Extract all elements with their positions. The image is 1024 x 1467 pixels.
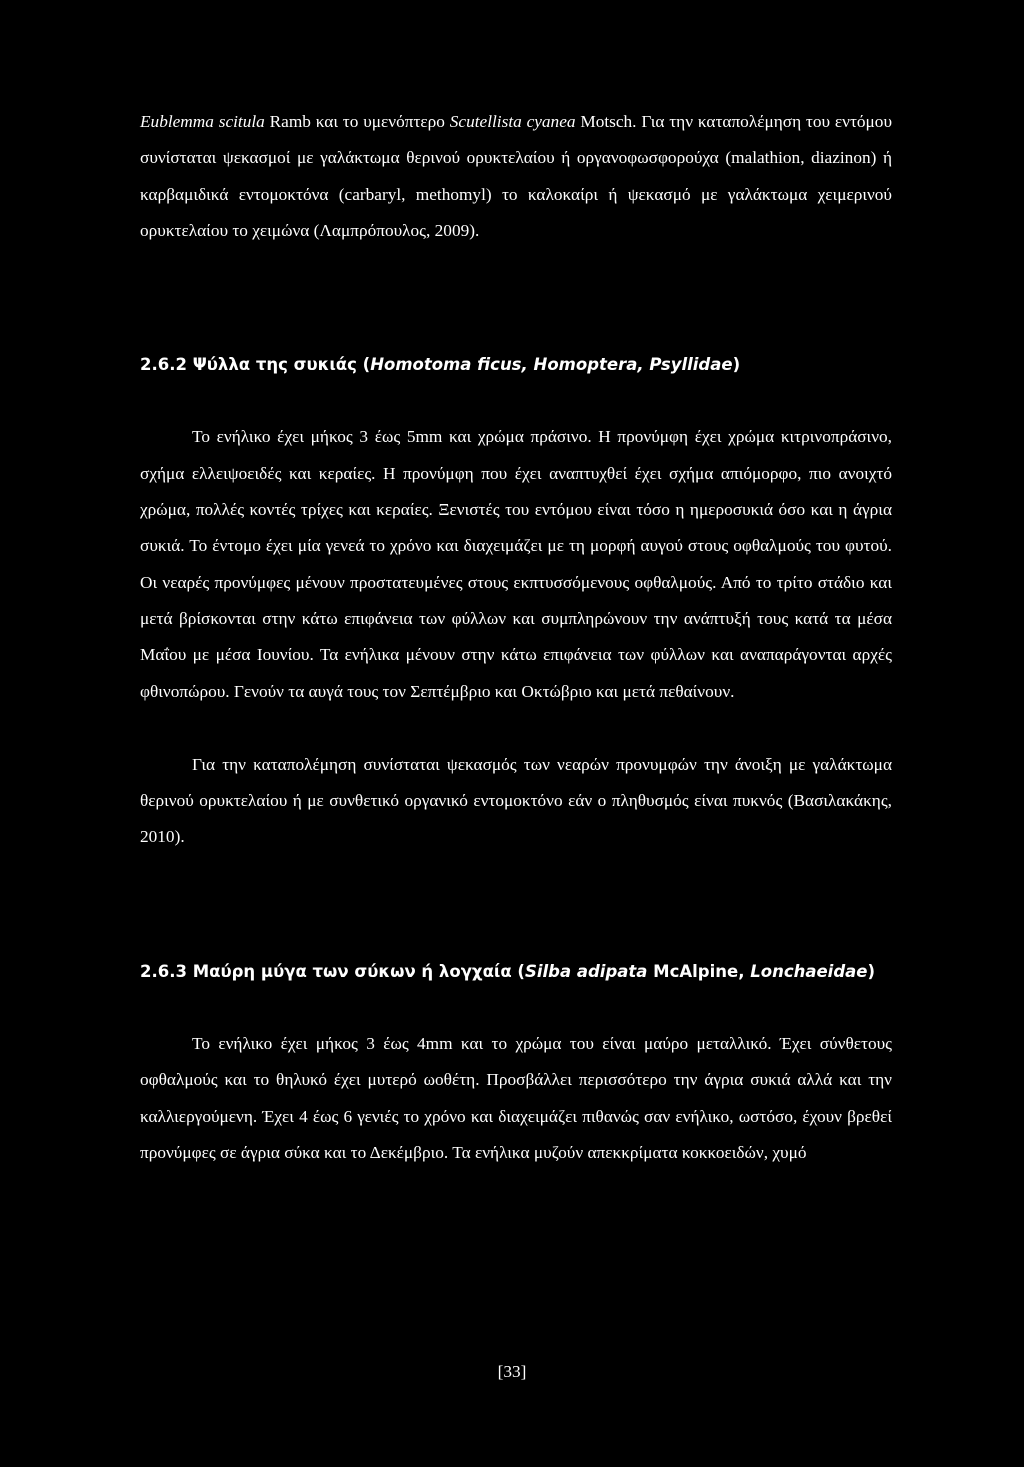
species-name-eublemma: Eublemma scitula — [140, 112, 265, 131]
section-heading-2-6-2 — [140, 347, 892, 383]
page-number: [33] — [497, 1362, 527, 1381]
section-heading-2-6-3 — [140, 954, 892, 990]
section-number: 2.6.3 — [140, 961, 187, 981]
silba-description-paragraph: Το ενήλικο έχει μήκος 3 έως 4mm και το χρώμα του είναι μαύρο μεταλλικό. Έχει σύνθετους οφθαλμούς και το θηλυκό έχει μυτερό ωοθέτη. Προσβάλλει περισσότερο την άγρια συκιά αλλά και την καλλιεργούμενη. Έχει 4 έως 6 γενιές το χρόνο και διαχειμάζει πιθανώς σαν ενήλικο, ωστόσο, έχουν βρεθεί προνύμφες σε άγρια σύκα και το Δεκέμβριο. Τα ενήλικα μυζούν απεκκρίματα κοκκοειδών, χυμό — [140, 1034, 892, 1162]
section-title-text: Ψύλλα της συκιάς ( — [186, 355, 371, 375]
species-name-scutellista: Scutellista cyanea — [449, 112, 576, 131]
section-title-text: Μαύρη μύγα των σύκων ή λογχαία ( — [186, 961, 525, 981]
intro-text-2: Motsch. Για την καταπολέμηση του εντόμου συνίσταται ψεκασμοί με γαλάκτωμα θερινού ορυκτελαίου ή οργανοφωσφορούχα (malathion, diazinon) ή καρβαμιδικά εντομοκτόνα (carbaryl, methomyl) το καλοκαίρι ή ψεκασμό με γαλάκτωμα χειμερινού ορυκτελαίου το χειμώνα (Λαμπρόπουλος, 2009). — [140, 112, 893, 240]
psylla-description-paragraph: Το ενήλικο έχει μήκος 3 έως 5mm και χρώμα πράσινο. Η προνύμφη έχει χρώμα κιτρινοπράσινο, σχήμα ελλειψοειδές και κεραίες. Η προνύμφη που έχει αναπτυχθεί έχει σχήμα απιόμορφο, πιο ανοιχτό χρώμα, πολλές κοντές τρίχες και κεραίες. Ξενιστές του εντόμου είναι τόσο η ημεροσυκιά όσο και η άγρια συκιά. Το έντομο έχει μία γενεά το χρόνο και διαχειμάζει με τη μορφή αυγού στους οφθαλμούς του φυτού. Οι νεαρές προνύμφες μένουν προστατευμένες στους εκπτυσσόμενους οφθαλμούς. Από το τρίτο στάδιο και μετά βρίσκονται στην κάτω επιφάνεια των φύλλων και συμπληρώνουν την ανάπτυξή τους κατά τα μέσα Μαΐου με μέσα Ιουνίου. Τα ενήλικα μένουν στην κάτω επιφάνεια των φύλλων και αναπαράγονται αρχές φθινοπώρου. Γενούν τα αυγά τους τον Σεπτέμβριο και Οκτώβριο και μετά πεθαίνουν. — [140, 427, 892, 701]
section-title-close: ) — [867, 961, 876, 981]
section-title-scientific: Silba adipata — [524, 961, 648, 981]
section-title-scientific: Homotoma ficus, Homoptera, Psyllidae — [370, 355, 733, 375]
section-number: 2.6.2 — [140, 355, 187, 375]
section-title-author: McAlpine, — [647, 961, 751, 981]
section-title-close: ) — [732, 355, 741, 375]
document-page — [140, 104, 892, 1171]
intro-text-1: Ramb και το υμενόπτερο — [264, 112, 450, 131]
section-title-family: Lonchaeidae — [750, 961, 868, 981]
intro-paragraph — [140, 104, 892, 249]
psylla-control-paragraph: Για την καταπολέμηση συνίσταται ψεκασμός των νεαρών προνυμφών την άνοιξη με γαλάκτωμα θερινού ορυκτελαίου ή με συνθετικό οργανικό εντομοκτόνο εάν ο πληθυσμός είναι πυκνός (Βασιλακάκης, 2010). — [140, 754, 892, 847]
